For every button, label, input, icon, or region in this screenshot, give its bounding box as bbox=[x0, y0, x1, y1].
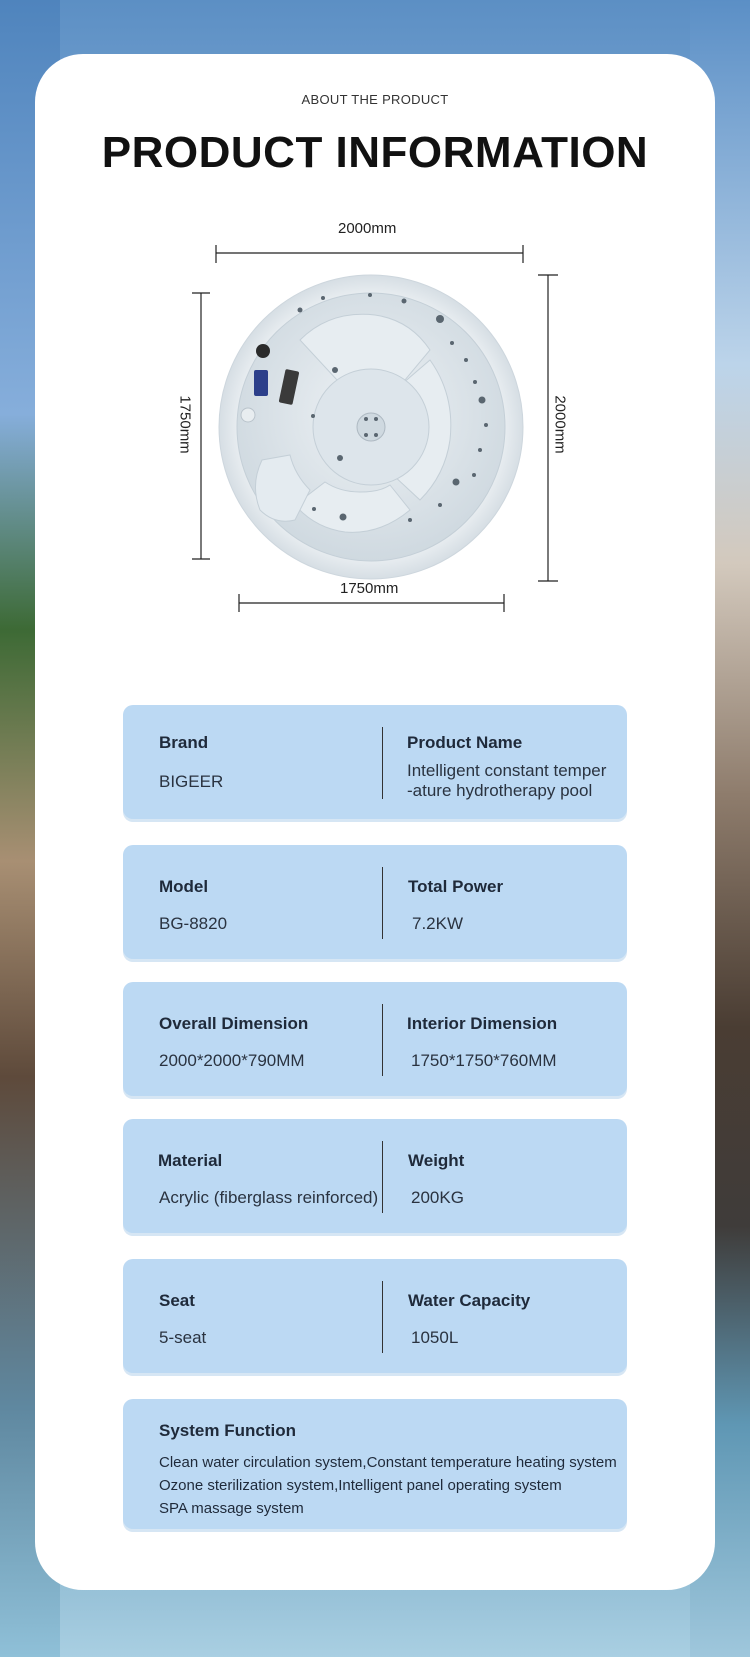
bottom-width-label: 1750mm bbox=[340, 580, 399, 597]
eyebrow-text: ABOUT THE PRODUCT bbox=[301, 92, 449, 107]
panel-divider bbox=[382, 867, 383, 939]
tub-diagram bbox=[0, 220, 750, 640]
product-name-label: Product Name bbox=[407, 733, 523, 752]
system-function-line: Clean water circulation system,Constant temperature heating system bbox=[159, 1454, 617, 1471]
brand-value: BIGEER bbox=[159, 772, 224, 791]
overall-dimension-label: Overall Dimension bbox=[159, 1014, 309, 1033]
system-function-line: SPA massage system bbox=[159, 1500, 304, 1517]
panel-divider bbox=[382, 1004, 383, 1076]
overall-dimension-value: 2000*2000*790MM bbox=[159, 1051, 305, 1070]
model-value: BG-8820 bbox=[159, 914, 228, 933]
product-name-value bbox=[407, 761, 606, 801]
system-function-panel bbox=[123, 1399, 627, 1529]
panel-divider bbox=[382, 1141, 383, 1213]
model-label: Model bbox=[159, 877, 209, 896]
seat-value: 5-seat bbox=[159, 1328, 207, 1347]
product-name-line1: Intelligent constant temper bbox=[407, 761, 607, 780]
brand-label: Brand bbox=[159, 733, 209, 752]
weight-value: 200KG bbox=[411, 1188, 464, 1207]
material-label: Material bbox=[158, 1151, 223, 1170]
spec-panel-seat bbox=[123, 1259, 627, 1373]
spec-panel-brand bbox=[123, 705, 627, 819]
top-width-label: 2000mm bbox=[338, 220, 397, 237]
panel-divider bbox=[382, 1281, 383, 1353]
right-height-label: 2000mm bbox=[551, 395, 569, 454]
panel-divider bbox=[382, 727, 383, 799]
interior-dimension-label: Interior Dimension bbox=[407, 1014, 558, 1033]
system-function-title: System Function bbox=[159, 1421, 296, 1440]
system-function-line: Ozone sterilization system,Intelligent panel operating system bbox=[159, 1477, 562, 1494]
interior-dimension-value: 1750*1750*760MM bbox=[411, 1051, 557, 1070]
left-height-label: 1750mm bbox=[176, 395, 194, 454]
page-title: PRODUCT INFORMATION bbox=[101, 128, 649, 177]
tub-illustration bbox=[0, 220, 750, 640]
spec-panel-dimension bbox=[123, 982, 627, 1096]
spec-panel-model bbox=[123, 845, 627, 959]
water-capacity-label: Water Capacity bbox=[408, 1291, 531, 1310]
spec-panel-material bbox=[123, 1119, 627, 1233]
weight-label: Weight bbox=[408, 1151, 465, 1170]
water-capacity-value: 1050L bbox=[411, 1328, 459, 1347]
total-power-label: Total Power bbox=[408, 877, 504, 896]
product-name-line2: -ature hydrotherapy pool bbox=[407, 781, 593, 800]
total-power-value: 7.2KW bbox=[412, 914, 464, 933]
seat-label: Seat bbox=[159, 1291, 195, 1310]
material-value: Acrylic (fiberglass reinforced) bbox=[159, 1188, 379, 1207]
